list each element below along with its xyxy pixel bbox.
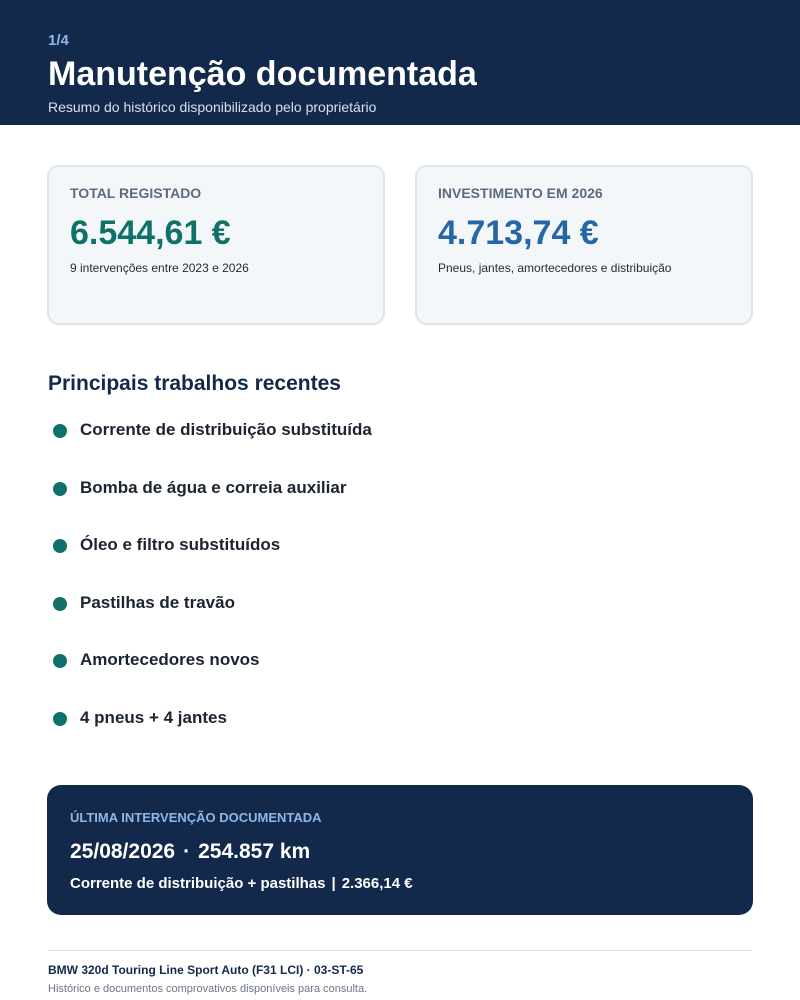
list-item: [48, 516, 752, 574]
recent-works-list: [48, 401, 752, 746]
investment-value: 4.713,74 €: [438, 214, 599, 252]
bullet-dot-icon: [53, 712, 67, 726]
list-item: [48, 401, 752, 459]
bullet-dot-icon: [53, 482, 67, 496]
total-label: TOTAL REGISTADO: [70, 185, 202, 201]
recent-works-title: Principais trabalhos recentes: [48, 372, 341, 395]
work-item-label: 4 pneus + 4 jantes: [80, 707, 227, 727]
last-intervention-detail: [70, 875, 413, 892]
investment-card: [415, 165, 753, 325]
work-item-label: Pastilhas de travão: [80, 592, 235, 612]
page-number: 1/4: [48, 32, 69, 49]
summary-separator: ·: [183, 840, 191, 863]
bullet-dot-icon: [53, 539, 67, 553]
last-intervention-label: ÚLTIMA INTERVENÇÃO DOCUMENTADA: [70, 810, 322, 825]
footer-divider: [48, 950, 752, 951]
footer-note: Histórico e documentos comprovativos disponíveis para consulta.: [48, 983, 368, 995]
investment-label: INVESTIMENTO EM 2026: [438, 185, 603, 201]
last-intervention-summary: [70, 840, 310, 864]
list-item: [48, 631, 752, 689]
work-item-label: Corrente de distribuição substituída: [80, 420, 372, 439]
total-value: 6.544,61 €: [70, 214, 231, 252]
bullet-dot-icon: [53, 654, 67, 668]
investment-note: Pneus, jantes, amortecedores e distribuição: [438, 261, 672, 275]
total-card: [47, 165, 385, 325]
list-item: [48, 459, 752, 517]
page-subtitle: Resumo do histórico disponibilizado pelo proprietário: [48, 99, 377, 115]
bullet-dot-icon: [53, 597, 67, 611]
work-item-label: Amortecedores novos: [80, 650, 260, 669]
list-item: [48, 689, 752, 747]
work-item-label: Óleo e filtro substituídos: [80, 535, 281, 554]
detail-separator: |: [331, 875, 336, 892]
last-intervention-box: [47, 785, 753, 915]
total-note: 9 intervenções entre 2023 e 2026: [70, 261, 249, 275]
vehicle-model: BMW 320d Touring Line Sport Auto (F31 LCI) · 03-ST-65: [48, 963, 364, 977]
page-title: Manutenção documentada: [48, 55, 477, 93]
work-item-label: Bomba de água e correia auxiliar: [80, 477, 347, 497]
last-intervention-date: 25/08/2026: [70, 840, 176, 863]
last-intervention-description: Corrente de distribuição + pastilhas: [70, 875, 326, 892]
bullet-dot-icon: [53, 424, 67, 438]
list-item: [48, 574, 752, 632]
page-header: [0, 0, 800, 125]
last-intervention-amount: 2.366,14 €: [341, 875, 413, 892]
last-intervention-mileage: 254.857 km: [198, 840, 311, 863]
